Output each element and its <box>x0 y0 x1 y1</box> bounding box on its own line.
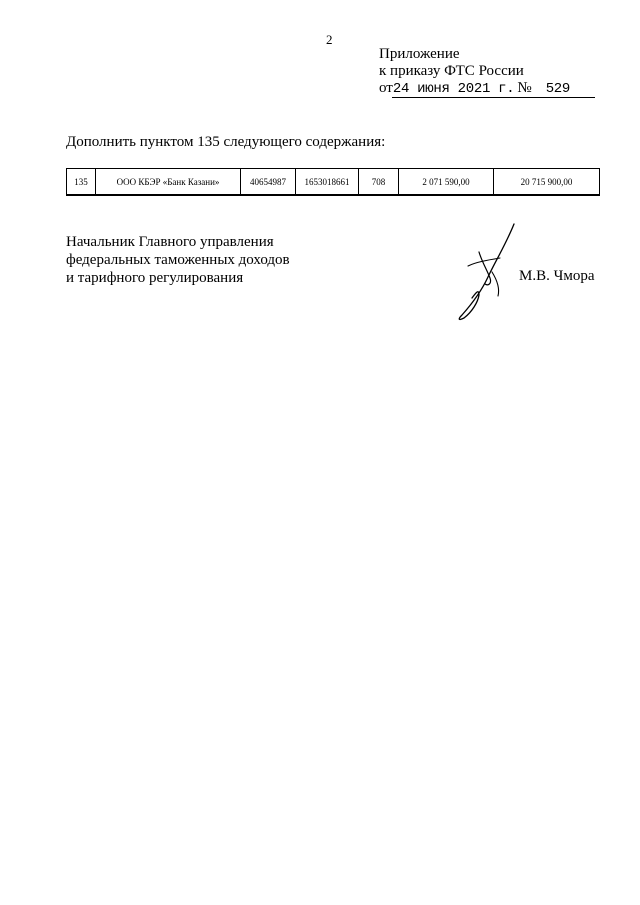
number-sign: № <box>517 80 532 96</box>
appendix-date-line <box>379 80 570 98</box>
cell-okpo: 40654987 <box>241 169 296 196</box>
handwritten-signature <box>448 222 528 324</box>
entries-table <box>66 168 600 196</box>
signatory-line-3: и тарифного регулирования <box>66 270 244 286</box>
order-number: 529 <box>545 81 571 97</box>
cell-amount-2: 20 715 900,00 <box>494 169 600 196</box>
order-date: 24 июня 2021 г. <box>392 81 515 97</box>
table-row <box>67 169 600 196</box>
signatory-line-1: Начальник Главного управления <box>66 234 274 250</box>
appendix-order-ref: к приказу ФТС России <box>379 63 524 79</box>
appendix-block <box>379 46 570 98</box>
cell-amount-1: 2 071 590,00 <box>399 169 494 196</box>
cell-inn: 1653018661 <box>296 169 359 196</box>
cell-organization: ООО КБЭР «Банк Казани» <box>96 169 241 196</box>
page-number: 2 <box>326 32 333 47</box>
appendix-title: Приложение <box>379 46 460 62</box>
date-prefix: от <box>379 80 393 96</box>
signer-name: М.В. Чмора <box>519 268 595 284</box>
cell-number: 135 <box>67 169 96 196</box>
cell-code: 708 <box>359 169 399 196</box>
signatory-line-2: федеральных таможенных доходов <box>66 252 290 268</box>
signatory-title <box>66 233 290 287</box>
date-underline <box>392 97 595 98</box>
intro-text: Дополнить пунктом 135 следующего содержания: <box>66 134 386 150</box>
